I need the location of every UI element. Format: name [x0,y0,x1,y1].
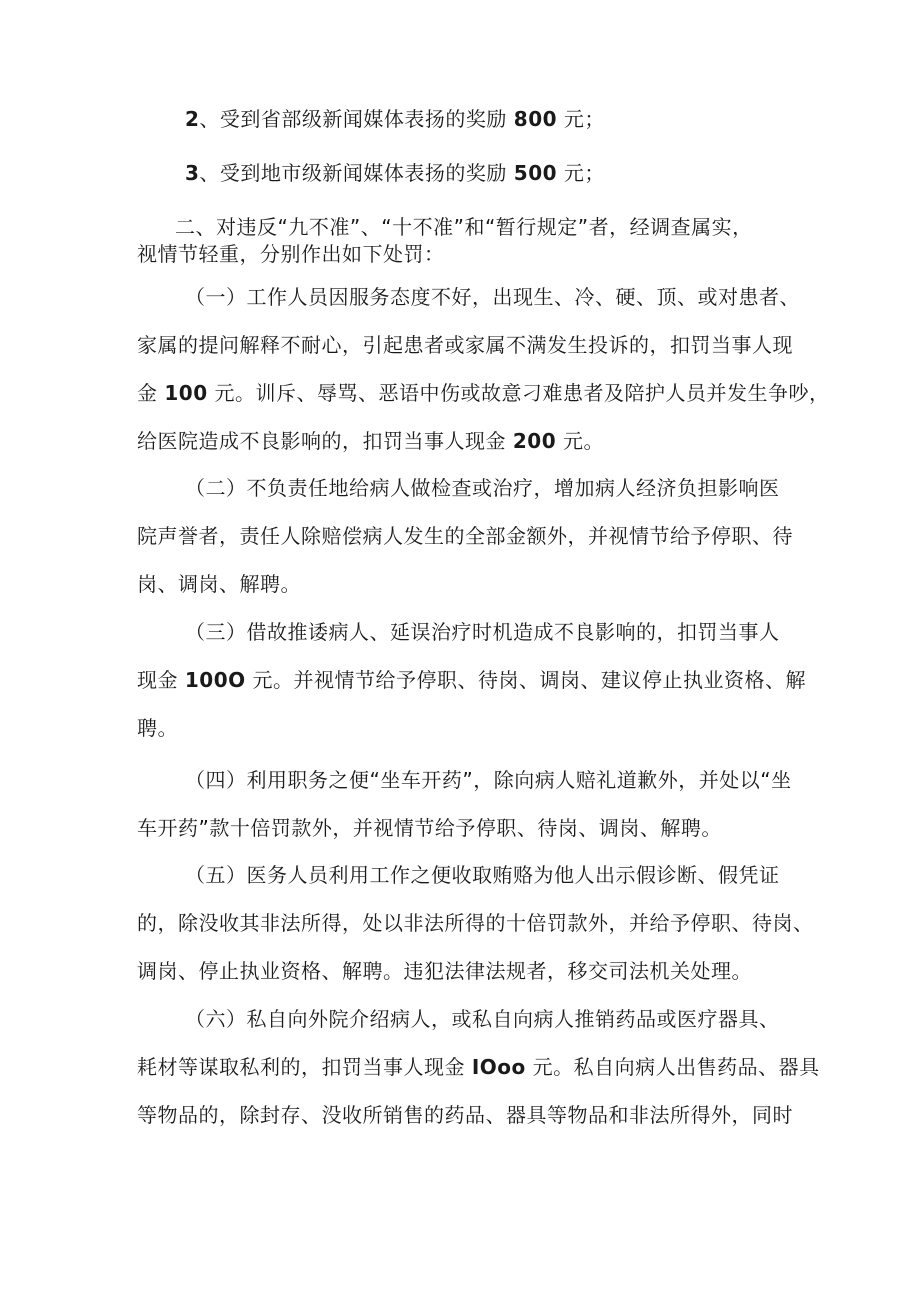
text-line [185,284,800,310]
text-line [175,214,753,240]
text-line [185,1006,780,1032]
body-text: （二）不负责任地给病人做检查或治疗，增加病人经济负担影响医 [185,476,780,500]
text-line [137,1054,820,1080]
text-line [185,106,605,132]
body-text: 元。私自向病人出售药品、器具 [525,1055,820,1079]
numeral-text: 100 [164,381,208,405]
body-text: 院声誉者，责任人除赔偿病人发生的全部金额外，并视情节给予停职、待 [137,524,793,548]
body-text: 耗材等谋取私利的，扣罚当事人现金 [137,1055,472,1079]
body-text: 金 [137,381,165,405]
text-line [137,910,814,936]
body-text: 、受到省部级新闻媒体表扬的奖励 [199,107,514,131]
body-text: 元。训斥、辱骂、恶语中伤或故意刁难患者及陪护人员并发生争吵， [207,381,830,405]
body-text: （五）医务人员利用工作之便收取贿赂为他人出示假诊断、假凭证 [185,863,780,887]
body-text: 车开药”款十倍罚款外，并视情节给予停职、待岗、调岗、解聘。 [137,816,722,840]
numeral-text: 100O [184,668,246,692]
body-text: （三）借故推诿病人、延误治疗时机造成不良影响的，扣罚当事人 [185,620,780,644]
text-line [137,241,445,267]
body-text: 、受到地市级新闻媒体表扬的奖励 [199,161,514,185]
text-line [137,815,722,841]
text-line [137,667,806,693]
text-line [137,428,604,454]
text-line [137,332,793,358]
numeral-text: 2 [185,107,200,131]
text-line [137,1102,793,1128]
body-text: 元。并视情节给予停职、待岗、调岗、建议停止执业资格、解 [245,668,806,692]
body-text: 调岗、停止执业资格、解聘。违犯法律法规者，移交司法机关处理。 [137,959,752,983]
body-text: （六）私自向外院介绍病人，或私自向病人推销药品或医疗器具、 [185,1007,780,1031]
body-text: 等物品的，除封存、没收所销售的药品、器具等物品和非法所得外，同时 [137,1103,793,1127]
body-text: 给医院造成不良影响的，扣罚当事人现金 [137,429,513,453]
text-line [137,958,752,984]
text-line [137,523,793,549]
text-line [137,715,178,741]
numeral-text: 800 [513,107,558,131]
body-text: （一）工作人员因服务态度不好，出现生、冷、硬、顶、或对患者、 [185,285,800,309]
numeral-text: 3 [185,161,200,185]
numeral-text: 200 [512,429,557,453]
text-line [137,571,301,597]
body-text: 聘。 [137,716,178,740]
body-text: （四）利用职务之便“坐车开药”，除向病人赔礼道歉外，并处以“坐 [185,768,792,792]
body-text: 二、对违反“九不准”、“十不准”和“暂行规定”者，经调查属实， [175,215,753,239]
body-text: 岗、调岗、解聘。 [137,572,301,596]
body-text: 元； [557,161,605,185]
numeral-text: IOoo [471,1055,526,1079]
text-line [185,619,780,645]
text-line [185,475,780,501]
body-text: 视情节轻重，分别作出如下处罚： [137,242,445,266]
body-text: 元； [557,107,605,131]
text-line [185,160,605,186]
body-text: 的，除没收其非法所得，处以非法所得的十倍罚款外，并给予停职、待岗、 [137,911,814,935]
numeral-text: 500 [513,161,558,185]
body-text: 家属的提问解释不耐心，引起患者或家属不满发生投诉的，扣罚当事人现 [137,333,793,357]
text-line [185,767,792,793]
body-text: 现金 [137,668,185,692]
text-line [185,862,780,888]
body-text: 元。 [556,429,604,453]
text-line [137,380,829,406]
